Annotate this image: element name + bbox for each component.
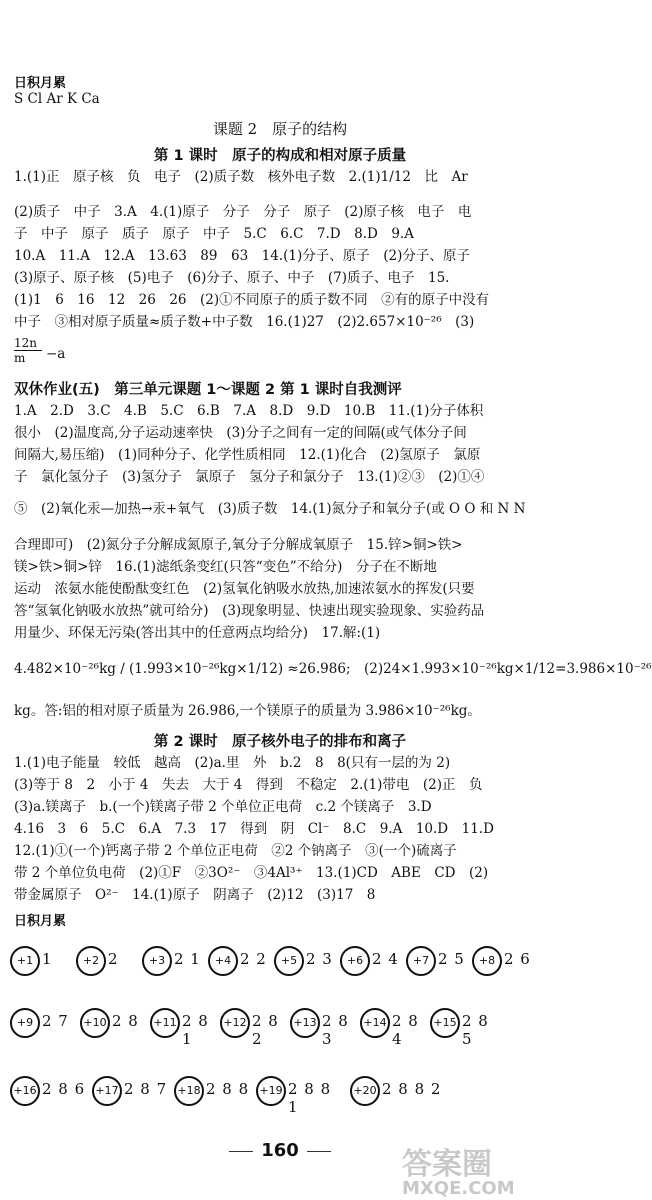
watermark-sub: MXQE.COM bbox=[402, 1178, 515, 1199]
electron-shells: 2 8 7 bbox=[124, 1080, 168, 1098]
answer-line: (3)a.镁离子 b.(一个)镁离子带 2 个单位正电荷 c.2 个镁离子 3.D bbox=[14, 799, 432, 815]
element-list: S Cl Ar K Ca bbox=[14, 91, 100, 107]
watermark-main: 答案圈 bbox=[402, 1147, 492, 1182]
atom-diagram bbox=[406, 940, 466, 980]
answer-line: 运动 浓氨水能使酚酞变红色 (2)氢氧化钠吸水放热,加速浓氨水的挥发(只要 bbox=[14, 581, 475, 597]
atom-diagram bbox=[150, 1002, 222, 1048]
answer-line: 10.A 11.A 12.A 13.63 89 63 14.(1)分子、原子 (2)分子、原子 bbox=[14, 248, 470, 264]
atom-diagram bbox=[274, 940, 334, 980]
answer-line: (2)质子 中子 3.A 4.(1)原子 分子 分子 原子 (2)原子核 电子 电 bbox=[14, 204, 472, 220]
answer-line: (3)等于 8 2 小于 4 失去 大于 4 得到 不稳定 2.(1)带电 (2)正 负 bbox=[14, 777, 483, 793]
electron-shells: 2 8 4 bbox=[392, 1012, 419, 1048]
answer-line: 子 氯化氢分子 (3)氢分子 氯原子 氢分子和氯分子 13.(1)②③ (2)①④ bbox=[14, 469, 485, 485]
electron-shells: 2 8 8 2 bbox=[382, 1080, 442, 1098]
fraction-numerator: 12n bbox=[14, 336, 37, 350]
electron-shells: 2 5 bbox=[438, 950, 465, 968]
nucleus: +8 bbox=[472, 946, 502, 976]
nucleus: +18 bbox=[174, 1076, 204, 1106]
answer-line: 4.482×10⁻²⁶kg / (1.993×10⁻²⁶kg×1/12) ≈26.986; (2)24×1.993×10⁻²⁶kg×1/12=3.986×10⁻²⁶ bbox=[14, 661, 652, 677]
nucleus: +3 bbox=[142, 946, 172, 976]
atom-diagram bbox=[290, 1002, 362, 1048]
lesson1-title: 第 1 课时 原子的构成和相对原子质量 bbox=[153, 148, 407, 164]
electron-shells: 2 8 6 bbox=[42, 1080, 86, 1098]
atom-diagram bbox=[350, 1070, 446, 1110]
nucleus: +14 bbox=[360, 1008, 390, 1038]
electron-shells: 2 8 3 bbox=[322, 1012, 349, 1048]
atom-diagram bbox=[174, 1070, 254, 1110]
answer-line: 子 中子 原子 质子 原子 中子 5.C 6.C 7.D 8.D 9.A bbox=[14, 226, 414, 242]
nucleus: +2 bbox=[76, 946, 106, 976]
nucleus: +12 bbox=[220, 1008, 250, 1038]
nucleus: +4 bbox=[208, 946, 238, 976]
electron-shells: 1 bbox=[42, 950, 53, 968]
atom-diagram bbox=[80, 1002, 152, 1042]
fraction-expression bbox=[14, 336, 42, 365]
nucleus: +11 bbox=[150, 1008, 180, 1038]
atom-structure-diagrams bbox=[10, 940, 550, 1140]
weekend-title: 双休作业(五) 第三单元课题 1～课题 2 第 1 课时自我测评 bbox=[14, 382, 402, 398]
nucleus: +10 bbox=[80, 1008, 110, 1038]
nucleus: +5 bbox=[274, 946, 304, 976]
electron-shells: 2 7 bbox=[42, 1012, 69, 1030]
nucleus: +6 bbox=[340, 946, 370, 976]
nucleus: +1 bbox=[10, 946, 40, 976]
atom-diagram bbox=[430, 1002, 502, 1048]
electron-shells: 2 1 bbox=[174, 950, 201, 968]
answer-line: ⑤ (2)氧化汞—加热→汞+氧气 (3)质子数 14.(1)氮分子和氧分子(或 O O 和 N N bbox=[14, 501, 526, 517]
answer-line: (3)原子、原子核 (5)电子 (6)分子、原子、中子 (7)质子、电子 15. bbox=[14, 270, 450, 286]
page-number: 160 bbox=[0, 1140, 560, 1161]
atom-diagram bbox=[220, 1002, 292, 1048]
nucleus: +17 bbox=[92, 1076, 122, 1106]
answer-line: 1.(1)正 原子核 负 电子 (2)质子数 核外电子数 2.(1)1/12 比 Ar bbox=[14, 169, 468, 185]
fraction-tail: −a bbox=[46, 346, 66, 362]
answer-line: 中子 ③相对原子质量≈质子数+中子数 16.(1)27 (2)2.657×10⁻²⁶ (3) bbox=[14, 314, 475, 330]
topic-title: 课题 2 原子的结构 bbox=[212, 120, 348, 138]
nucleus: +19 bbox=[256, 1076, 286, 1106]
electron-shells: 2 2 bbox=[240, 950, 267, 968]
electron-shells: 2 8 8 1 bbox=[288, 1080, 332, 1116]
answer-line: 带金属原子 O²⁻ 14.(1)原子 阴离子 (2)12 (3)17 8 bbox=[14, 887, 376, 903]
answer-line: 4.16 3 6 5.C 6.A 7.3 17 得到 阴 Cl⁻ 8.C 9.A 10.D 11.D bbox=[14, 821, 494, 837]
answer-line: kg。答:铝的相对原子质量为 26.986,一个镁原子的质量为 3.986×10⁻²⁶kg。 bbox=[14, 703, 481, 719]
electron-shells: 2 8 5 bbox=[462, 1012, 489, 1048]
answer-line: 1.A 2.D 3.C 4.B 5.C 6.B 7.A 8.D 9.D 10.B 11.(1)分子体积 bbox=[14, 403, 484, 419]
atom-diagram bbox=[256, 1070, 346, 1116]
answer-line: 用量少、环保无污染(答出其中的任意两点均给分) 17.解:(1) bbox=[14, 625, 381, 641]
atom-diagram bbox=[208, 940, 268, 980]
nucleus: +20 bbox=[350, 1076, 380, 1106]
nucleus: +9 bbox=[10, 1008, 40, 1038]
atom-diagram bbox=[10, 1070, 90, 1110]
section-label-top: 日积月累 bbox=[14, 76, 67, 91]
electron-shells: 2 6 bbox=[504, 950, 531, 968]
nucleus: +16 bbox=[10, 1076, 40, 1106]
answer-line: 带 2 个单位负电荷 (2)①F ②3O²⁻ ③4Al³⁺ 13.(1)CD ABE CD (2) bbox=[14, 865, 489, 881]
electron-shells: 2 bbox=[108, 950, 119, 968]
atom-diagram bbox=[92, 1070, 172, 1110]
nucleus: +15 bbox=[430, 1008, 460, 1038]
electron-shells: 2 4 bbox=[372, 950, 399, 968]
answer-line: 1.(1)电子能量 较低 越高 (2)a.里 外 b.2 8 8(只有一层的为 2) bbox=[14, 755, 451, 771]
atom-diagram bbox=[472, 940, 532, 980]
electron-shells: 2 8 8 bbox=[206, 1080, 250, 1098]
nucleus: +7 bbox=[406, 946, 436, 976]
electron-shells: 2 8 2 bbox=[252, 1012, 279, 1048]
answer-line: 12.(1)①(一个)钙离子带 2 个单位正电荷 ②2 个钠离子 ③(一个)硫离子 bbox=[14, 843, 457, 859]
section-label-bottom: 日积月累 bbox=[14, 914, 67, 929]
electron-shells: 2 8 1 bbox=[182, 1012, 209, 1048]
answer-line: (1)1 6 16 12 26 26 (2)①不同原子的质子数不同 ②有的原子中没有 bbox=[14, 292, 490, 308]
watermark-logo bbox=[402, 1147, 552, 1199]
atom-diagram bbox=[340, 940, 400, 980]
atom-diagram bbox=[360, 1002, 432, 1048]
lesson2-title: 第 2 课时 原子核外电子的排布和离子 bbox=[153, 734, 407, 750]
electron-shells: 2 8 bbox=[112, 1012, 139, 1030]
atom-diagram bbox=[142, 940, 202, 980]
answer-line: 镁>铁>铜>锌 16.(1)滤纸条变红(只答“变色”不给分) 分子在不断地 bbox=[14, 559, 437, 575]
answer-line: 很小 (2)温度高,分子运动速率快 (3)分子之间有一定的间隔(或气体分子间 bbox=[14, 425, 467, 441]
electron-shells: 2 3 bbox=[306, 950, 333, 968]
answer-line: 间隔大,易压缩) (1)同种分子、化学性质相同 12.(1)化合 (2)氢原子 氯原 bbox=[14, 447, 481, 463]
atom-diagram bbox=[10, 1002, 82, 1042]
fraction-denominator: m bbox=[14, 351, 26, 365]
atom-diagram bbox=[76, 940, 136, 980]
nucleus: +13 bbox=[290, 1008, 320, 1038]
answer-line: 合理即可) (2)氮分子分解成氮原子,氧分子分解成氧原子 15.锌>铜>铁> bbox=[14, 537, 463, 553]
answer-line: 答“氢氧化钠吸水放热”就可给分) (3)现象明显、快速出现实验现象、实验药品 bbox=[14, 603, 485, 619]
atom-diagram bbox=[10, 940, 70, 980]
